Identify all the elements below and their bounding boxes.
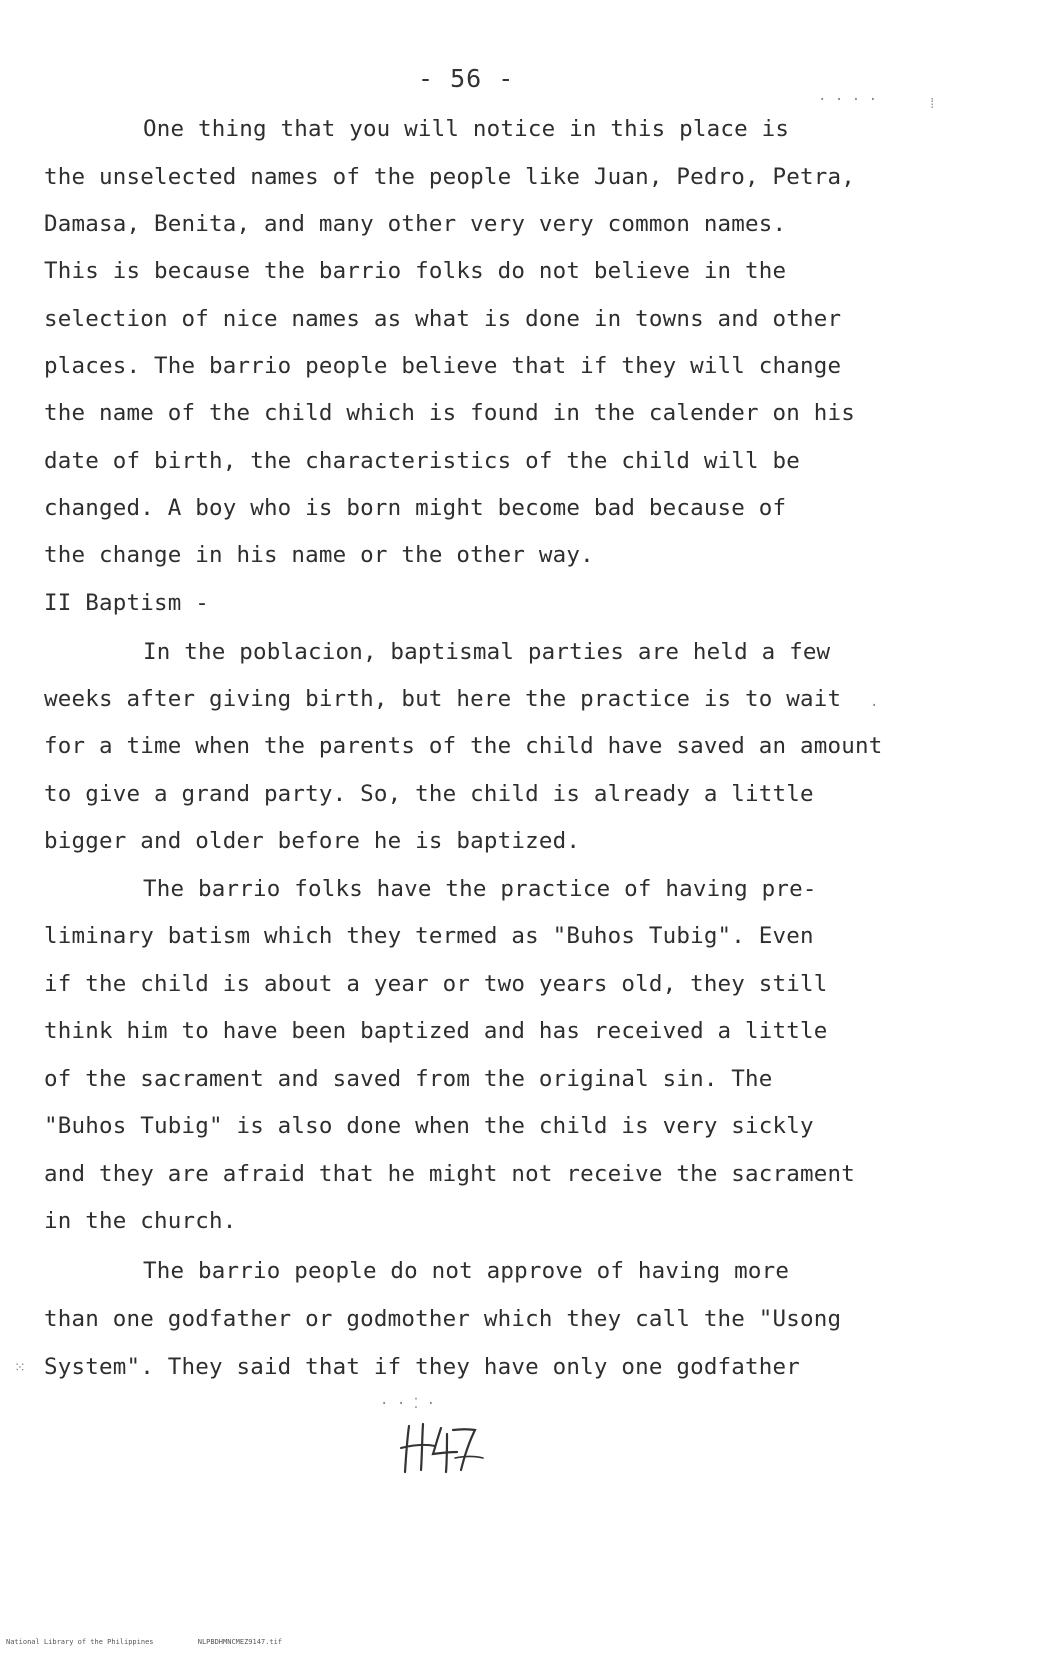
text-line: if the child is about a year or two years old, they still (44, 971, 828, 997)
text-line: In the poblacion, baptismal parties are held a few (143, 639, 831, 665)
text-line: selection of nice names as what is done in towns and other (44, 306, 842, 332)
text-line: bigger and older before he is baptized. (44, 828, 581, 854)
text-line: the name of the child which is found in the calender on his (44, 400, 856, 426)
text-line: than one godfather or godmother which they call the "Usong (44, 1306, 842, 1332)
text-line: of the sacrament and saved from the original sin. The (44, 1066, 773, 1092)
handwritten-page-mark (395, 1418, 485, 1478)
text-line: The barrio people do not approve of having more (143, 1258, 790, 1284)
text-line: the change in his name or the other way. (44, 542, 594, 568)
section-heading: II Baptism - (44, 590, 209, 616)
text-line: for a time when the parents of the child have saved an amount (44, 733, 883, 759)
text-line: Damasa, Benita, and many other very very common names. (44, 211, 787, 237)
text-line: System". They said that if they have only one godfather (44, 1354, 801, 1380)
scan-speck: ⁙ (14, 1360, 26, 1376)
scan-speck: ⁞ (928, 96, 937, 112)
scan-speck: · (870, 698, 879, 714)
text-line: weeks after giving birth, but here the practice is to wait (44, 686, 842, 712)
text-line: to give a grand party. So, the child is already a little (44, 781, 814, 807)
footer-library: National Library of the Philippines (6, 1638, 154, 1646)
text-line: date of birth, the characteristics of the child will be (44, 448, 801, 474)
scan-speck: · · ⁚ · (380, 1396, 436, 1412)
text-line: think him to have been baptized and has received a little (44, 1018, 828, 1044)
text-line: places. The barrio people believe that if they will change (44, 353, 842, 379)
page-number: - 56 - (418, 64, 515, 93)
text-line: the unselected names of the people like Juan, Pedro, Petra, (44, 164, 856, 190)
text-line: changed. A boy who is born might become bad because of (44, 495, 787, 521)
text-line: This is because the barrio folks do not believe in the (44, 258, 787, 284)
text-line: The barrio folks have the practice of having pre- (143, 876, 817, 902)
footer-file-id: NLPBDHMNCMEZ9147.tif (197, 1638, 283, 1646)
scan-speck: · · · · (818, 92, 878, 108)
text-line: in the church. (44, 1208, 237, 1234)
text-line: liminary batism which they termed as "Buhos Tubig". Even (44, 923, 814, 949)
text-line: and they are afraid that he might not receive the sacrament (44, 1161, 856, 1187)
text-line: "Buhos Tubig" is also done when the child is very sickly (44, 1113, 814, 1139)
scan-footer (6, 1638, 322, 1646)
text-line: One thing that you will notice in this place is (143, 116, 790, 142)
